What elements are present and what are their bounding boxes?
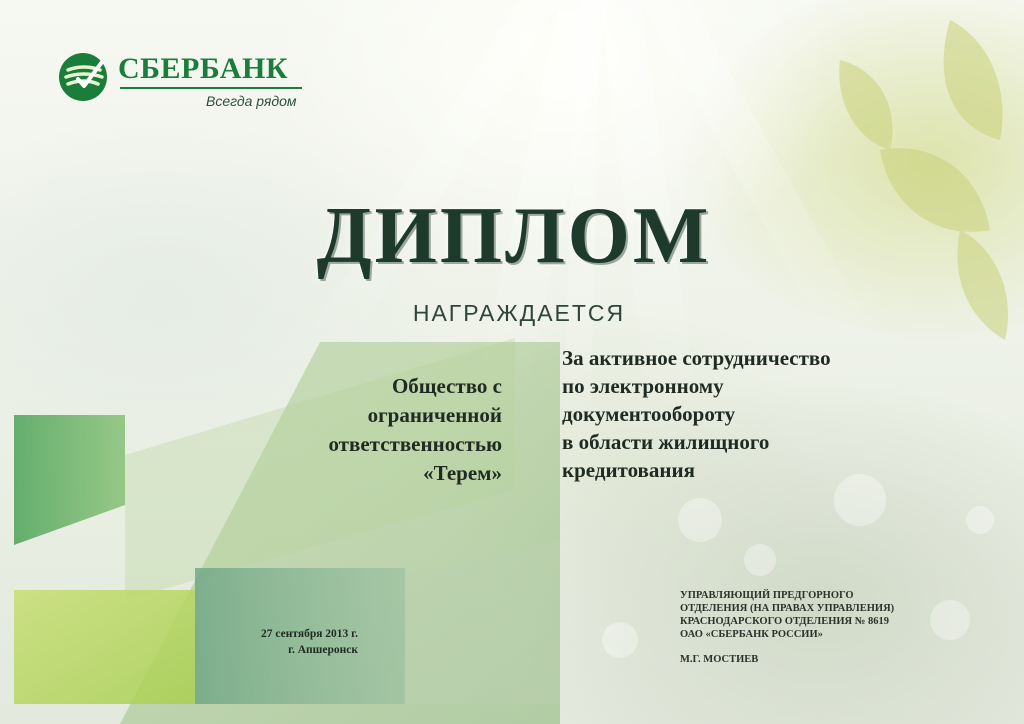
reason-line: кредитования — [562, 458, 695, 482]
issue-date: 27 сентября 2013 г. — [261, 628, 358, 640]
sberbank-logo-icon — [58, 52, 108, 102]
reason-line: по электронному — [562, 374, 724, 398]
signatory-block — [680, 589, 980, 666]
signatory-title-line: УПРАВЛЯЮЩИЙ ПРЕДГОРНОГО — [680, 590, 854, 601]
sberbank-logo — [58, 50, 318, 120]
diploma-subtitle: НАГРАЖДАЕТСЯ — [412, 300, 626, 326]
award-reason — [562, 344, 962, 484]
reason-line: в области жилищного — [562, 430, 770, 454]
recipient-line: ответственностью — [328, 432, 502, 456]
signatory-title-line: ОТДЕЛЕНИЯ (НА ПРАВАХ УПРАВЛЕНИЯ) — [680, 603, 895, 614]
issue-date-place — [158, 626, 358, 658]
diploma-title: ДИПЛОМ — [316, 192, 712, 280]
signatory-title-line: КРАСНОДАРСКОГО ОТДЕЛЕНИЯ № 8619 — [680, 616, 889, 627]
logo-name: СБЕРБАНК — [118, 52, 289, 85]
recipient-line: ограниченной — [367, 403, 502, 427]
recipient-name — [242, 372, 502, 488]
signatory-title-line: ОАО «СБЕРБАНК РОССИИ» — [680, 629, 823, 640]
issue-place: г. Апшеронск — [288, 644, 358, 656]
recipient-line: Общество с — [391, 374, 502, 398]
logo-divider — [120, 87, 302, 89]
reason-line: За активное сотрудничество — [562, 346, 831, 370]
signatory-name: М.Г. МОСТИЕВ — [680, 654, 759, 665]
recipient-line: «Терем» — [423, 461, 502, 485]
reason-line: документообороту — [562, 402, 736, 426]
logo-slogan: Всегда рядом — [206, 93, 297, 109]
